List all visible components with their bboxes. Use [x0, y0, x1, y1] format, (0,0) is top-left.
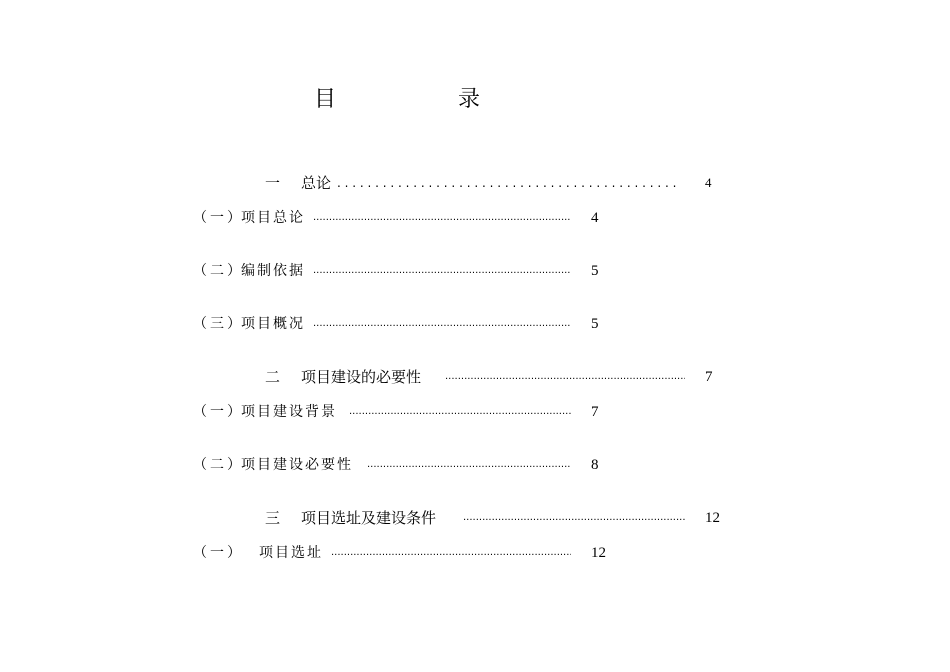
toc-page-number: 4	[591, 210, 599, 226]
toc-page-number: 12	[705, 510, 720, 526]
title-char-mu: 目	[314, 87, 337, 112]
toc-number: （一）	[193, 545, 244, 561]
toc-page-number: 8	[591, 457, 599, 473]
toc-page-number: 5	[591, 263, 599, 279]
toc-entry-chapter-2[interactable]	[265, 366, 725, 388]
toc-leader-dots	[331, 542, 571, 564]
toc-entry-1-2[interactable]	[193, 260, 623, 282]
toc-number: （一）	[193, 210, 244, 226]
toc-label: 项目概况	[241, 316, 305, 332]
toc-label: 项目总论	[241, 210, 305, 226]
toc-entry-chapter-1[interactable]	[265, 172, 725, 194]
toc-label: 编制依据	[241, 263, 305, 279]
toc-entry-chapter-3[interactable]	[265, 507, 735, 529]
toc-title	[0, 84, 950, 116]
toc-label: 项目建设背景	[241, 404, 337, 420]
toc-leader-dots	[463, 507, 685, 529]
toc-leader-dots	[313, 313, 571, 335]
toc-label: 项目建设的必要性	[301, 368, 422, 386]
toc-number: 一	[265, 174, 281, 192]
toc-entry-2-2[interactable]	[193, 454, 623, 476]
toc-page-number: 4	[705, 175, 712, 190]
toc-number: （一）	[193, 404, 244, 420]
toc-label: 项目选址	[259, 545, 323, 561]
toc-page-number: 12	[591, 545, 606, 561]
title-char-lu: 录	[458, 87, 481, 112]
toc-entry-2-1[interactable]	[193, 401, 623, 423]
toc-leader-dots	[445, 366, 685, 388]
toc-label: 总论	[301, 174, 332, 192]
toc-leader-dots	[349, 401, 571, 423]
toc-leader-dots	[313, 207, 571, 229]
toc-label: 项目建设必要性	[241, 457, 353, 473]
toc-number: 三	[265, 509, 281, 527]
toc-leader-dots	[367, 454, 571, 476]
toc-label: 项目选址及建设条件	[301, 509, 437, 527]
toc-entry-1-1[interactable]	[193, 207, 623, 229]
toc-leader-dots	[313, 260, 571, 282]
toc-entry-1-3[interactable]	[193, 313, 623, 335]
toc-number: （二）	[193, 457, 244, 473]
toc-number: （三）	[193, 316, 244, 332]
toc-number: （二）	[193, 263, 244, 279]
toc-page-number: 7	[591, 404, 599, 420]
toc-leader-dots	[337, 172, 679, 194]
toc-number: 二	[265, 368, 281, 386]
toc-page-number: 5	[591, 316, 599, 332]
toc-entry-3-1[interactable]	[193, 542, 623, 564]
toc-page-number: 7	[705, 369, 713, 385]
